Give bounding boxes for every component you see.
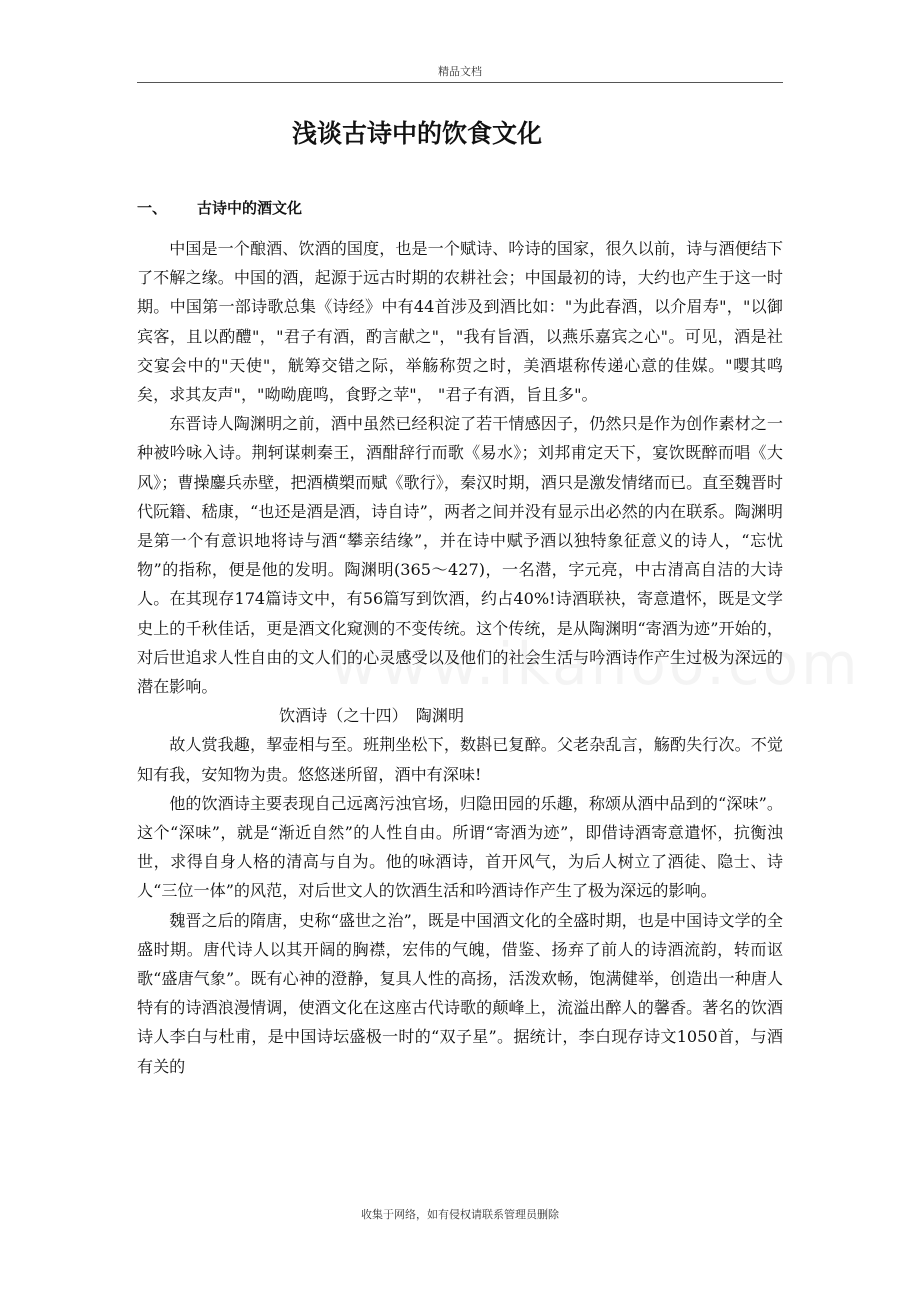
- poem-title: 饮酒诗（之十四） 陶渊明: [279, 706, 465, 726]
- document-body: [137, 234, 783, 1081]
- paragraph: 东晋诗人陶渊明之前，酒中虽然已经积淀了若干情感因子，仍然只是作为创作素材之一种被吟咏入诗。荆轲谋刺秦王，酒酣辞行而歌《易水》；刘邦甫定天下，宴饮既醉而唱《大风》；曹操鏖兵赤壁，把酒横槊而赋《歌行》，秦汉时期，酒只是激发情绪而已。直至魏晋时代阮籍、嵇康，“也还是酒是酒，诗自诗”，两者之间并没有显示出必然的内在联系。陶渊明是第一个有意识地将诗与酒“攀亲结缘”，并在诗中赋予酒以独特象征意义的诗人，“忘忧物”的指称，便是他的发明。陶渊明(365～427)，一名潜，字元亮，中古清高自洁的大诗人。在其现存174篇诗文中，有56篇写到饮酒，约占40%!诗酒联袂，寄意遣怀，既是文学史上的千秋佳话，更是酒文化窥测的不变传统。这个传统，是从陶渊明“寄酒为迹”开始的，对后世追求人性自由的文人们的心灵感受以及他们的社会生活与吟酒诗作产生过极为深远的潜在影响。: [137, 414, 783, 697]
- poem-text: 故人赏我趣，挈壶相与至。班荆坐松下，数斟已复醉。父老杂乱言，觞酌失行次。不觉知有我，安知物为贵。悠悠迷所留，酒中有深味!: [137, 735, 783, 784]
- paragraph: 中国是一个酿酒、饮酒的国度，也是一个赋诗、吟诗的国家，很久以前，诗与酒便结下了不解之缘。中国的酒，起源于远古时期的农耕社会；中国最初的诗，大约也产生于这一时期。中国第一部诗歌总集《诗经》中有44首涉及到酒比如："为此春酒，以介眉寿"，"以御宾客，且以酌醴"，"君子有酒，酌言献之"，"我有旨酒，以燕乐嘉宾之心"。可见，酒是社交宴会中的"天使"，觥筹交错之际，举觞称贺之时，美酒堪称传递心意的佳媒。"嘤其鸣矣，求其友声"，"呦呦鹿鸣，食野之苹"， "君子有酒，旨且多"。: [137, 239, 783, 405]
- section-number: 一、: [137, 199, 168, 217]
- document-title: 浅谈古诗中的饮食文化: [291, 119, 542, 148]
- paragraph: 他的饮酒诗主要表现自己远离污浊官场，归隐田园的乐趣，称颂从酒中品到的“深味”。这个“深味”，就是“渐近自然”的人性自由。所谓“寄酒为迹”，即借诗酒寄意遣怀，抗衡浊世，求得自身人格的清高与自为。他的咏酒诗，首开风气，为后人树立了酒徒、隐士、诗人“三位一体”的风范，对后世文人的饮酒生活和吟酒诗作产生了极为深远的影响。: [137, 793, 783, 901]
- page-footer: 收集于网络，如有侵权请联系管理员删除: [361, 1208, 559, 1221]
- section-heading: [137, 197, 302, 218]
- page-header: 精品文档: [137, 60, 783, 83]
- paragraph: 魏晋之后的隋唐，史称“盛世之治”，既是中国酒文化的全盛时期，也是中国诗文学的全盛时期。唐代诗人以其开阔的胸襟，宏伟的气魄，借鉴、扬弃了前人的诗酒流韵，转而讴歌“盛唐气象”。既有心神的澄静，复具人性的高扬，活泼欢畅，饱满健举，创造出一种唐人特有的诗酒浪漫情调，使酒文化在这座古代诗歌的颠峰上，流溢出醉人的馨香。著名的饮酒诗人李白与杜甫，是中国诗坛盛极一时的“双子星”。据统计，李白现存诗文1050首，与酒有关的: [137, 910, 783, 1076]
- section-title: 古诗中的酒文化: [197, 199, 303, 217]
